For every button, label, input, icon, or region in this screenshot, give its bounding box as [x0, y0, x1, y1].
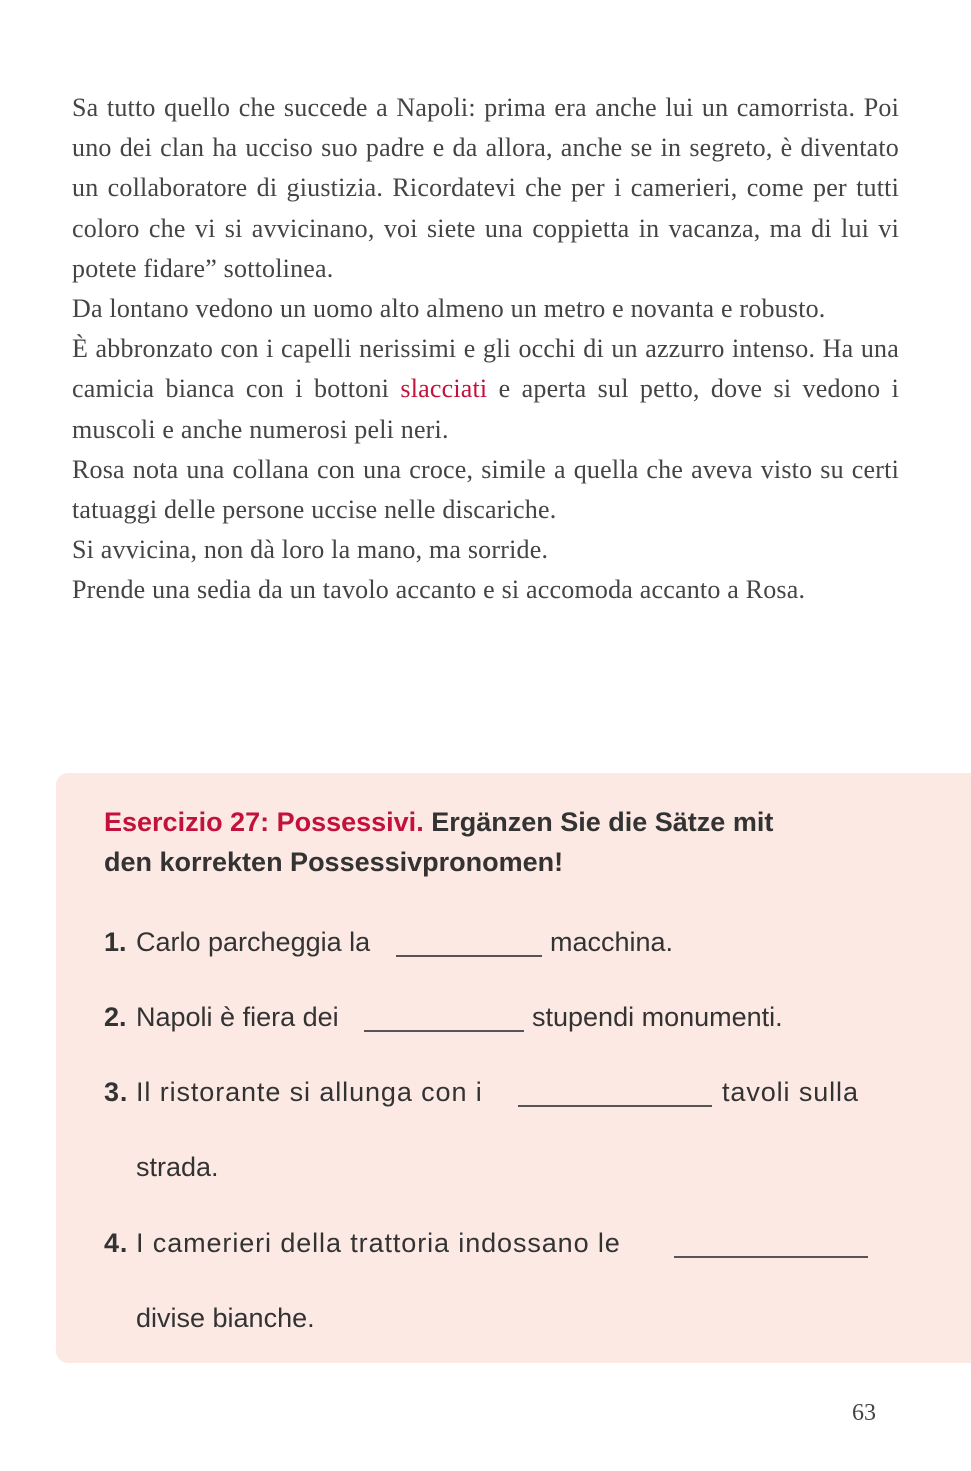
item-text: Il ristorante si allunga con i	[136, 1077, 483, 1107]
story-paragraph: Si avvicina, non dà loro la mano, ma sorride.	[72, 535, 549, 565]
item-text: I camerieri della trattoria indossano le	[136, 1228, 621, 1258]
answer-blank-4[interactable]	[674, 1256, 868, 1258]
item-text: stupendi monumenti.	[532, 1002, 783, 1032]
answer-blank-3[interactable]	[518, 1105, 712, 1107]
story-paragraph	[72, 329, 899, 450]
item-number: 1.	[104, 927, 127, 957]
item-text: macchina.	[550, 927, 674, 957]
answer-blank-2[interactable]	[364, 1030, 524, 1032]
story-paragraph: Prende una sedia da un tavolo accanto e si accomoda accanto a Rosa.	[72, 575, 806, 605]
answer-blank-1[interactable]	[396, 955, 542, 957]
exercise-title: Esercizio 27: Possessivi.	[104, 807, 424, 837]
item-continuation: strada.	[136, 1152, 219, 1182]
item-text: Carlo parcheggia la	[136, 927, 371, 957]
exercise-instruction: Ergänzen Sie die Sätze mit	[431, 807, 774, 837]
highlighted-vocabulary-word: slacciati	[400, 374, 488, 404]
item-number: 4.	[104, 1228, 129, 1258]
story-text	[72, 88, 899, 611]
story-paragraph: Rosa nota una collana con una croce, simile a quella che aveva visto su certi tatuaggi delle persone uccise nelle discariche.	[72, 454, 899, 525]
exercise-instruction: den korrekten Possessivpronomen!	[104, 847, 564, 877]
item-continuation: divise bianche.	[136, 1303, 315, 1333]
story-paragraph: Da lontano vedono un uomo alto almeno un metro e novanta e robusto.	[72, 294, 826, 324]
story-text-run: È abbronzato con i capelli nerissimi e gli occhi di un azzurro intenso. Ha una camicia bianca con i bottoni	[72, 334, 899, 404]
story-paragraph: Sa tutto quello che succede a Napoli: prima era anche lui un camorrista. Poi uno dei clan ha ucciso suo padre e da allora, anche se in segreto, è diventato un collaboratore di giustizia. Ricordatevi che per i camerieri, come per tutti coloro che vi si avvicinano, voi siete una coppietta in vacanza, ma di lui vi potete fidare” sottolinea.	[72, 93, 899, 283]
item-number: 2.	[104, 1002, 127, 1032]
item-number: 3.	[104, 1077, 129, 1107]
page-number: 63	[852, 1400, 876, 1426]
item-text: tavoli sulla	[722, 1077, 859, 1107]
item-text: Napoli è fiera dei	[136, 1002, 339, 1032]
exercise-heading	[104, 802, 884, 882]
story-text-run: e aperta sul petto, dove si vedono i muscoli e anche numerosi peli neri.	[72, 374, 899, 444]
